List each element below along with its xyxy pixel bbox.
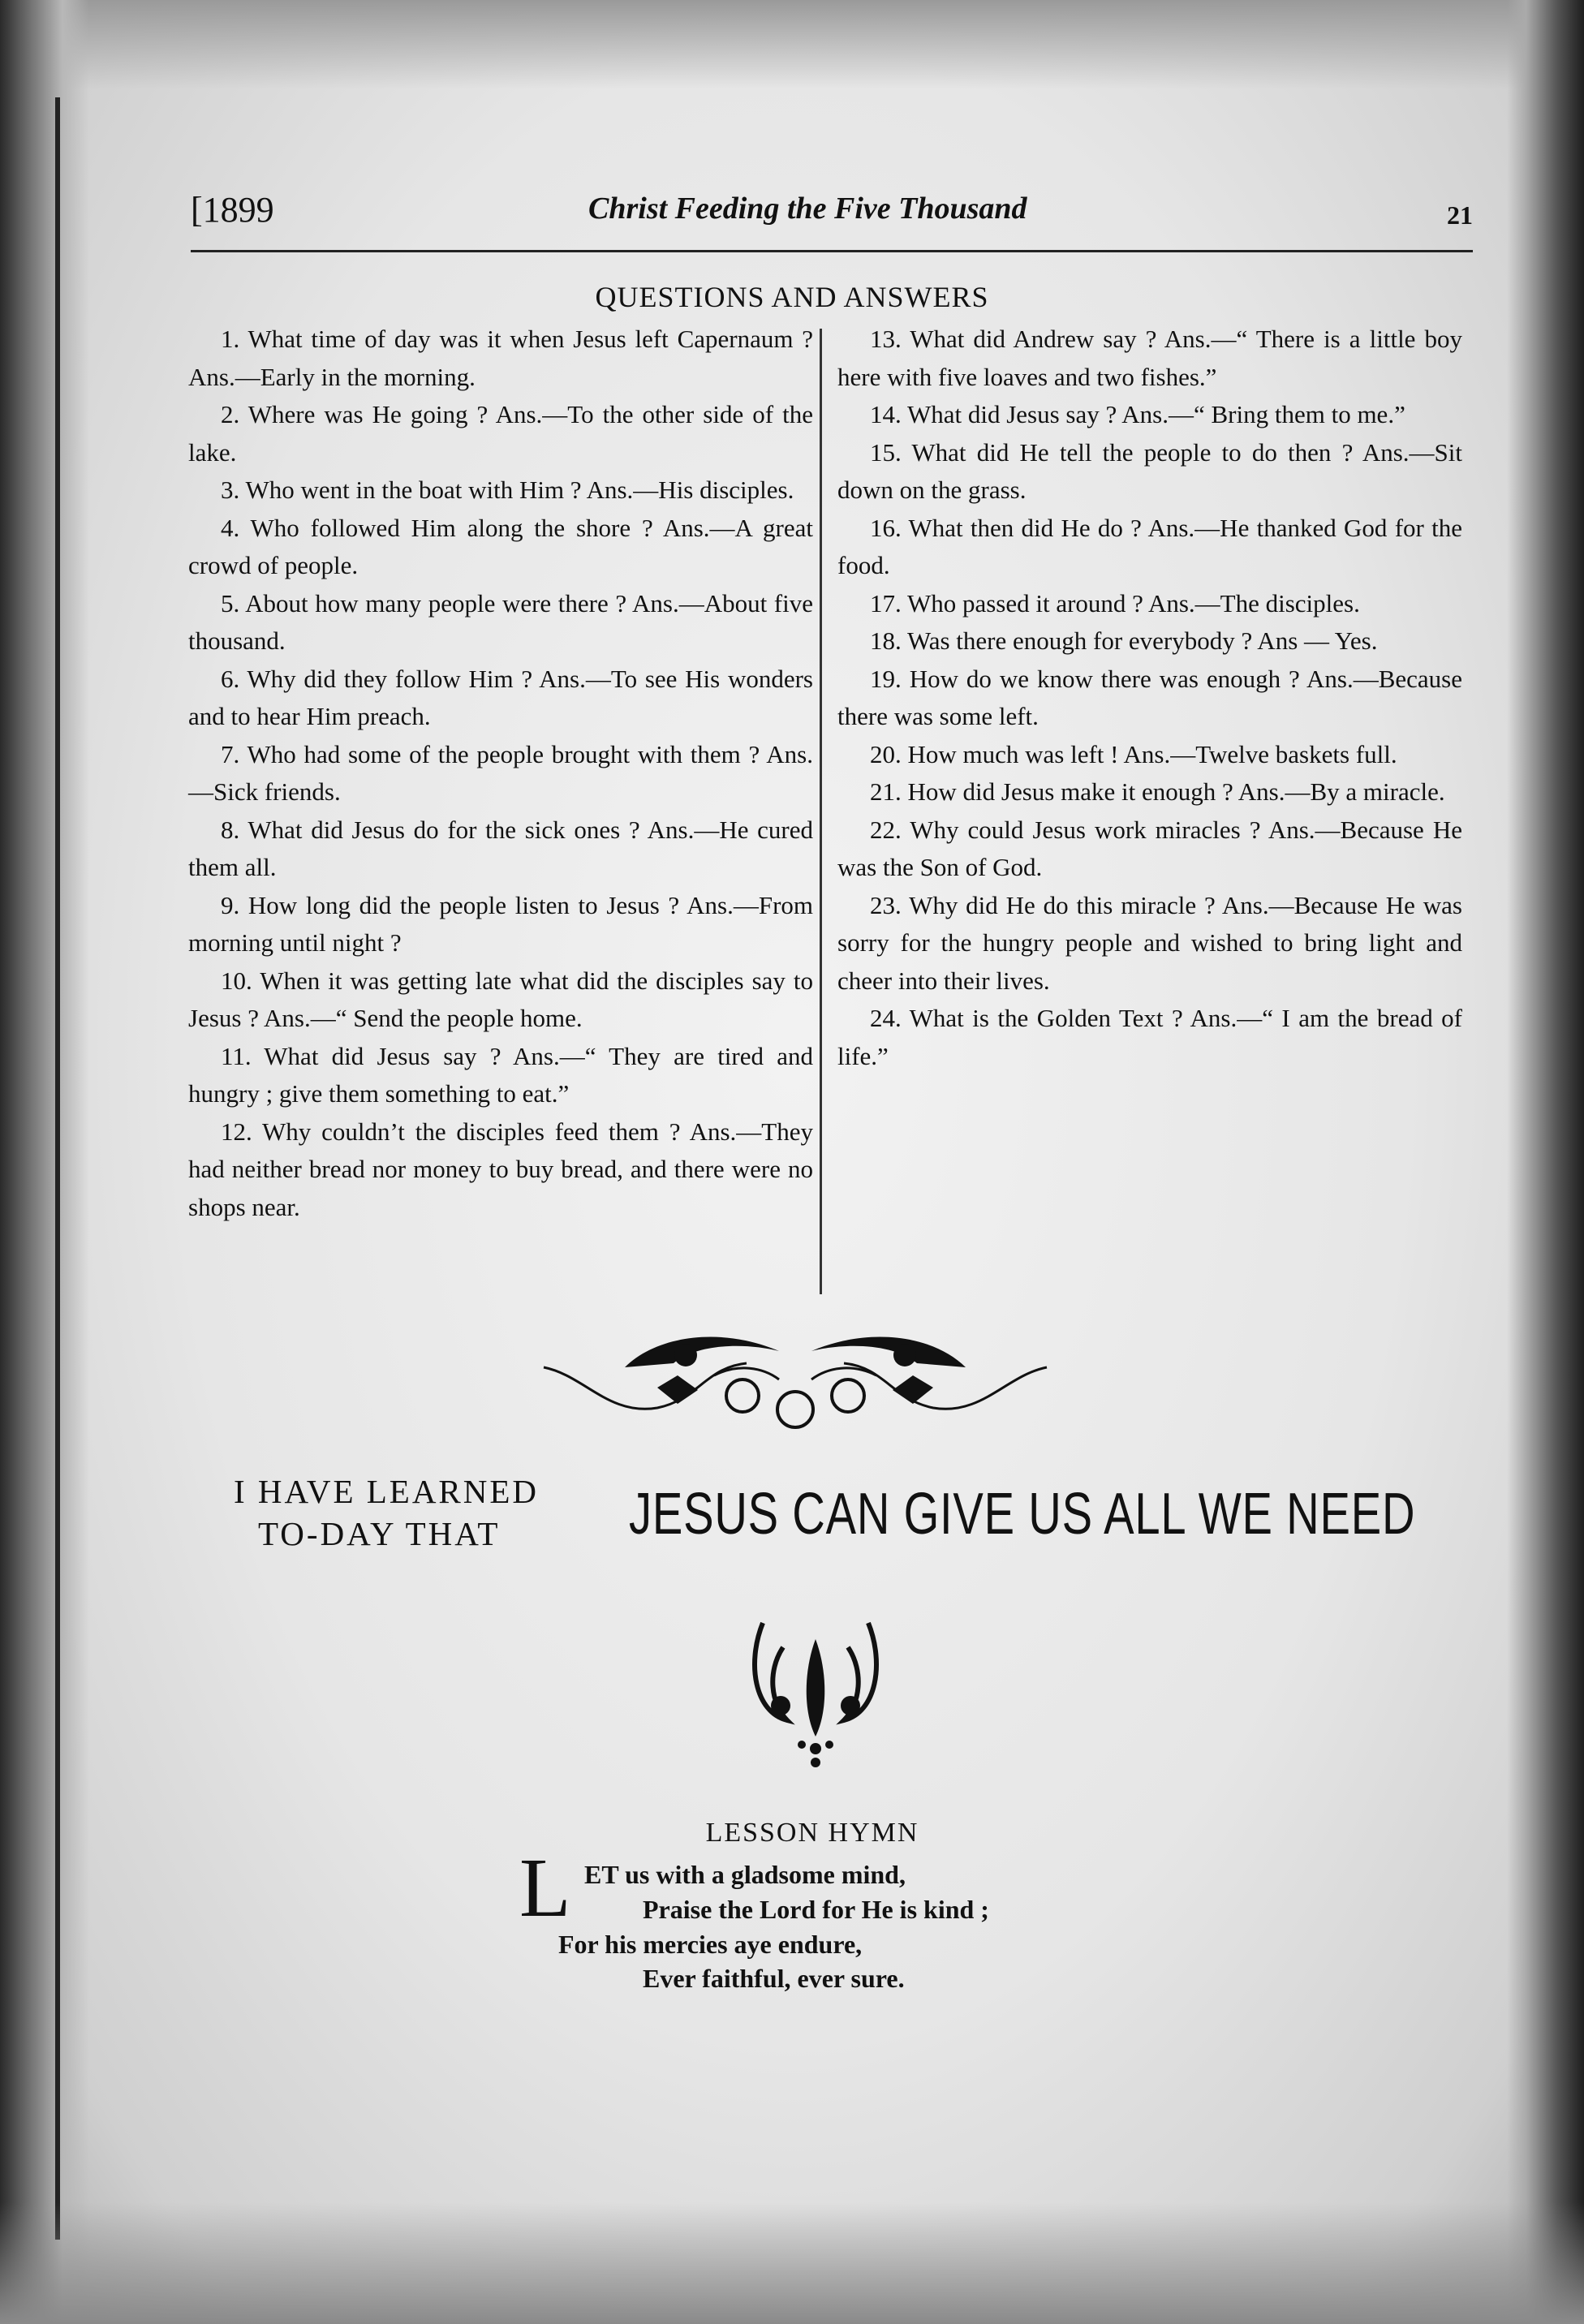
question-answer-item [837, 396, 1462, 434]
question-number: 19. [870, 664, 902, 693]
question-number: 1. [221, 325, 240, 353]
questions-left-column [188, 321, 813, 1226]
scan-shadow-top [0, 0, 1584, 89]
question-answer-item [837, 510, 1462, 585]
hymn-title: LESSON HYMN [705, 1818, 919, 1848]
fleuron-ornament [747, 1615, 885, 1777]
hymn-line-2: Praise the Lord for He is kind ; [643, 1895, 989, 1924]
page-number: 21 [1447, 200, 1473, 230]
question-number: 6. [221, 664, 240, 693]
question-number: 9. [221, 890, 240, 919]
question-text: Where was He going ? Ans.—To the other side of the lake. [188, 400, 813, 467]
question-number: 15. [870, 437, 902, 467]
hymn-line-3: For his mercies aye endure, [558, 1930, 863, 1959]
question-text: When it was getting late what did the disciples say to Jesus ? Ans.—“ Send the people home. [188, 966, 813, 1032]
question-text: What then did He do ? Ans.—He thanked God for the food. [837, 513, 1462, 579]
questions-right-column [837, 321, 1462, 1075]
question-number: 20. [870, 739, 902, 768]
question-text: What time of day was it when Jesus left Capernaum ? Ans.—Early in the morning. [188, 325, 813, 391]
learned-line-1: I HAVE LEARNED [234, 1473, 540, 1510]
question-text: What did He tell the people to do then ? Ans.—Sit down on the grass. [837, 437, 1462, 504]
scan-shadow-bottom [0, 2202, 1584, 2324]
question-answer-item [188, 321, 813, 396]
question-number: 17. [870, 588, 902, 618]
lesson-motto: JESUS CAN GIVE US ALL WE NEED [629, 1482, 1416, 1547]
question-text: About how many people were there ? Ans.—About five thousand. [188, 588, 813, 655]
question-number: 4. [221, 513, 240, 542]
header-title: Christ Feeding the Five Thousand [588, 192, 1027, 226]
question-number: 22. [870, 815, 902, 844]
running-header [191, 183, 1473, 239]
question-answer-item [188, 471, 813, 510]
question-answer-item [837, 622, 1462, 661]
hymn-line-1: ET us with a gladsome mind, [584, 1860, 906, 1889]
question-number: 8. [221, 815, 240, 844]
question-number: 21. [870, 777, 902, 806]
question-answer-item [837, 811, 1462, 887]
hymn-line-4: Ever faithful, ever sure. [643, 1964, 905, 1993]
learned-caption [234, 1470, 539, 1555]
question-text: Who had some of the people brought with them ? Ans.—Sick friends. [188, 739, 813, 806]
question-number: 5. [221, 588, 240, 618]
question-answer-item [837, 736, 1462, 774]
question-text: What did Jesus say ? Ans.—“ They are tired and hungry ; give them something to eat.” [188, 1041, 813, 1108]
question-text: Was there enough for everybody ? Ans — Yes. [906, 626, 1378, 655]
question-answer-item [837, 773, 1462, 811]
question-text: Why could Jesus work miracles ? Ans.—Because He was the Son of God. [837, 815, 1462, 881]
question-number: 7. [221, 739, 240, 768]
question-answer-item [837, 661, 1462, 736]
question-text: What did Jesus do for the sick ones ? Ans.—He cured them all. [188, 815, 813, 881]
question-number: 24. [870, 1004, 902, 1032]
question-number: 12. [221, 1117, 252, 1146]
scroll-ornament [536, 1319, 1055, 1440]
question-text: Why did they follow Him ? Ans.—To see His wonders and to hear Him preach. [188, 664, 813, 730]
scan-shadow-right [1507, 0, 1584, 2324]
question-text: How do we know there was enough ? Ans.—Because there was some left. [837, 664, 1463, 730]
question-text: Who went in the boat with Him ? Ans.—His disciples. [245, 476, 794, 504]
question-text: How long did the people listen to Jesus ? Ans.—From morning until night ? [188, 890, 814, 957]
question-answer-item [837, 887, 1462, 1001]
column-divider [820, 329, 822, 1294]
question-answer-item [188, 811, 813, 887]
question-number: 2. [221, 400, 240, 428]
question-answer-item [188, 510, 813, 585]
question-text: Why did He do this miracle ? Ans.—Because He was sorry for the hungry people and wished to bring light and cheer into their lives. [837, 890, 1462, 995]
question-answer-item [188, 962, 813, 1038]
question-text: What is the Golden Text ? Ans.—“ I am the bread of life.” [837, 1004, 1462, 1070]
question-answer-item [188, 887, 813, 962]
question-text: What did Jesus say ? Ans.—“ Bring them to me.” [906, 400, 1405, 428]
header-year: [1899 [191, 190, 274, 230]
question-answer-item [188, 736, 813, 811]
header-rule [191, 250, 1473, 252]
question-number: 14. [870, 400, 902, 428]
question-text: Who followed Him along the shore ? Ans.—A great crowd of people. [188, 513, 813, 579]
question-number: 13. [870, 325, 902, 353]
question-answer-item [188, 661, 813, 736]
question-answer-item [837, 434, 1462, 510]
question-text: What did Andrew say ? Ans.—“ There is a little boy here with five loaves and two fishes.” [837, 325, 1462, 391]
question-answer-item [188, 396, 813, 471]
learned-line-2: TO-DAY THAT [258, 1515, 501, 1552]
questions-heading: QUESTIONS AND ANSWERS [595, 281, 989, 313]
question-number: 18. [870, 626, 902, 655]
question-number: 11. [221, 1041, 252, 1070]
binding-edge [55, 97, 60, 2240]
question-text: Who passed it around ? Ans.—The disciples. [906, 588, 1360, 618]
question-answer-item [188, 585, 813, 661]
scan-shadow-left [0, 0, 89, 2324]
question-number: 16. [870, 513, 902, 542]
question-text: Why couldn’t the disciples feed them ? Ans.—They had neither bread nor money to buy bread, and there were no shops near. [188, 1117, 813, 1221]
question-answer-item [188, 1113, 813, 1227]
question-number: 3. [221, 476, 240, 504]
question-answer-item [837, 1000, 1462, 1075]
question-text: How much was left ! Ans.—Twelve baskets full. [907, 739, 1397, 768]
question-number: 10. [221, 966, 252, 995]
question-number: 23. [870, 890, 902, 919]
question-answer-item [188, 1038, 813, 1113]
hymn-drop-cap: L [519, 1841, 571, 1935]
question-text: How did Jesus make it enough ? Ans.—By a miracle. [907, 777, 1445, 806]
question-answer-item [837, 585, 1462, 623]
question-answer-item [837, 321, 1462, 396]
